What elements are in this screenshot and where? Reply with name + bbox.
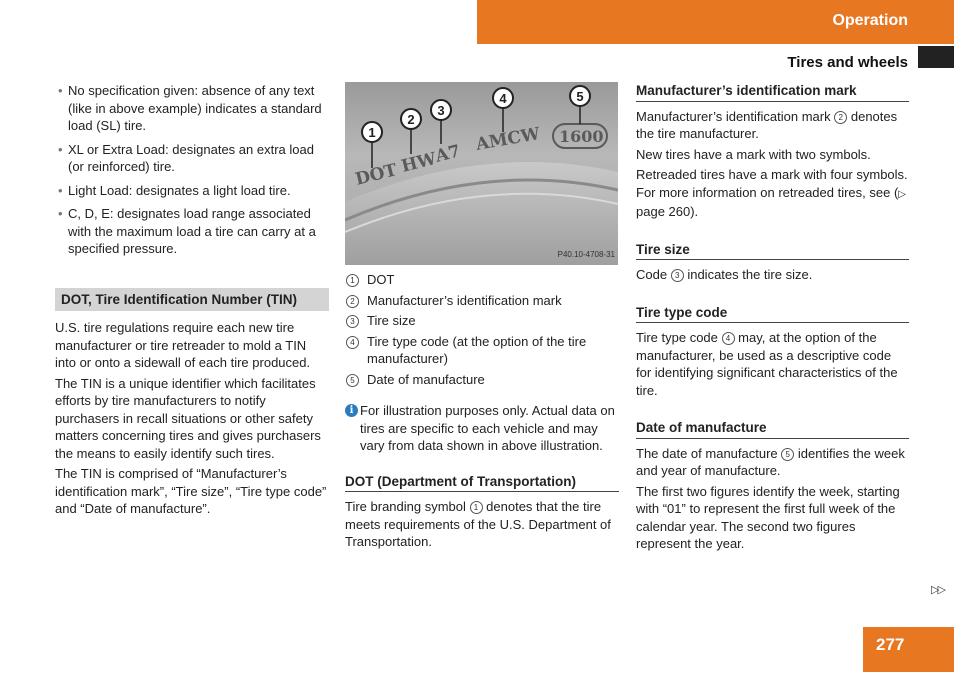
callout-2: 2 [407,112,415,127]
legend-text: Date of manufacture [367,371,485,387]
callout-3: 3 [437,103,445,118]
info-note [345,402,619,455]
ref-number: 4 [722,332,735,345]
image-caption: P40.10-4708-31 [557,249,615,259]
callout-5: 5 [576,89,584,104]
list-item: • Light Load: designates a light load tire. [55,182,329,200]
callout-1: 1 [368,125,376,140]
column-1 [55,82,329,521]
legend-number: 4 [346,336,359,349]
page-number: 277 [876,635,905,654]
text-run: Tire type code [636,330,718,345]
tire-mark-size: A7 [433,141,463,167]
legend-number: 3 [346,315,359,328]
list-item: • C, D, E: designates load range associated with the maximum load a tire can carry at a specified pressure. [55,205,329,258]
legend-text: Tire size [367,313,416,328]
tire-mark-manufacturer: HW [399,148,439,177]
paragraph [636,266,909,284]
info-text: For illustration purposes only. Actual data on tires are specific to each vehicle and may vary from data shown in above illustration. [360,403,615,453]
text-run: Code [636,267,668,282]
legend-number: 1 [346,274,359,287]
paragraph [636,329,909,399]
tire-illustration [345,82,618,265]
text-run: The date of manufacture [636,445,778,461]
paragraph [636,108,909,143]
continue-arrow-icon: ▷▷ [931,584,944,596]
dot-heading: DOT (Department of Transportation) [345,473,619,493]
text-run: Manufacturer’s identification mark [636,108,831,124]
ref-number: 1 [470,501,483,514]
tire-size-heading: Tire size [636,241,909,261]
text-run: Retreaded tires have a mark with four symbols. For more information on retreaded tires, see ( [636,167,908,200]
paragraph: The first two figures identify the week, starting with “01” to represent the first full week of the calendar year. The second two figures represent the year. [636,483,900,551]
paragraph: New tires have a mark with two symbols. [636,146,871,162]
page-link[interactable]: page 260). [636,204,699,219]
paragraph: The TIN is a unique identifier which facilitates efforts by tire manufacturers to notify purchasers in recall situations or other safety matters concerning tires and gives purchasers the means to easily identify such tires. [55,375,321,461]
ref-number: 3 [671,269,684,282]
text-run: indicates the tire size. [687,267,813,282]
tire-mark-type-code: AMCW [474,124,542,155]
date-heading: Date of manufacture [636,419,909,439]
legend-item [345,333,619,368]
legend-item [345,271,619,289]
chapter-title: Tires and wheels [787,54,908,71]
legend-item [345,371,619,389]
page-ref-arrow-icon: ▷ [898,188,906,200]
legend-item [345,292,619,310]
paragraph [636,445,909,480]
column-2 [345,82,619,554]
manufacturer-heading: Manufacturer’s identification mark [636,82,909,102]
dot-paragraph [345,498,619,551]
list-item: • No specification given: absence of any text (like in above example) indicates a standard load (SL) tire. [55,82,329,135]
tin-heading: DOT, Tire Identification Number (TIN) [55,288,329,312]
text-run: denotes the tire manufacturer. [636,108,898,141]
legend-number: 5 [346,374,359,387]
text-run: Tire branding symbol [345,499,466,514]
legend-list [345,271,619,388]
tire-mark-date: 1600 [559,127,604,146]
section-title: Operation [832,12,908,29]
column-3 [636,82,909,556]
legend-item [345,312,619,330]
ref-number: 5 [781,448,794,461]
list-item: • XL or Extra Load: designates an extra load (or reinforced) tire. [55,141,329,176]
info-icon: i [345,404,358,417]
paragraph: U.S. tire regulations require each new tire manufacturer or tire retreader to mold a TIN into or onto a sidewall of each tire produced. [55,320,311,370]
paragraph [636,166,909,221]
text-run: denotes that the tire meets requirements of the U.S. Department of Transportation. [345,499,611,549]
thumb-tab [918,46,954,68]
text-run: may, at the option of the manufacturer, be used as a descriptive code for identifying significant characteristics of the tire. [636,330,898,398]
text-run: identifies the week and year of manufacture. [636,445,905,478]
legend-text: Tire type code (at the option of the tire manufacturer) [367,333,587,366]
tire-sidewall-image [345,82,618,265]
paragraph: The TIN is comprised of “Manufacturer’s identification mark”, “Tire size”, “Tire type code” and “Date of manufacture”. [55,466,327,516]
load-bullet-list [55,82,329,258]
legend-text: DOT [367,272,395,287]
legend-number: 2 [346,295,359,308]
legend-text: Manufacturer’s identification mark [367,292,562,308]
ref-number: 2 [834,111,847,124]
tire-mark-dot: DOT [353,160,400,190]
callout-4: 4 [499,91,507,106]
tire-type-heading: Tire type code [636,304,909,324]
